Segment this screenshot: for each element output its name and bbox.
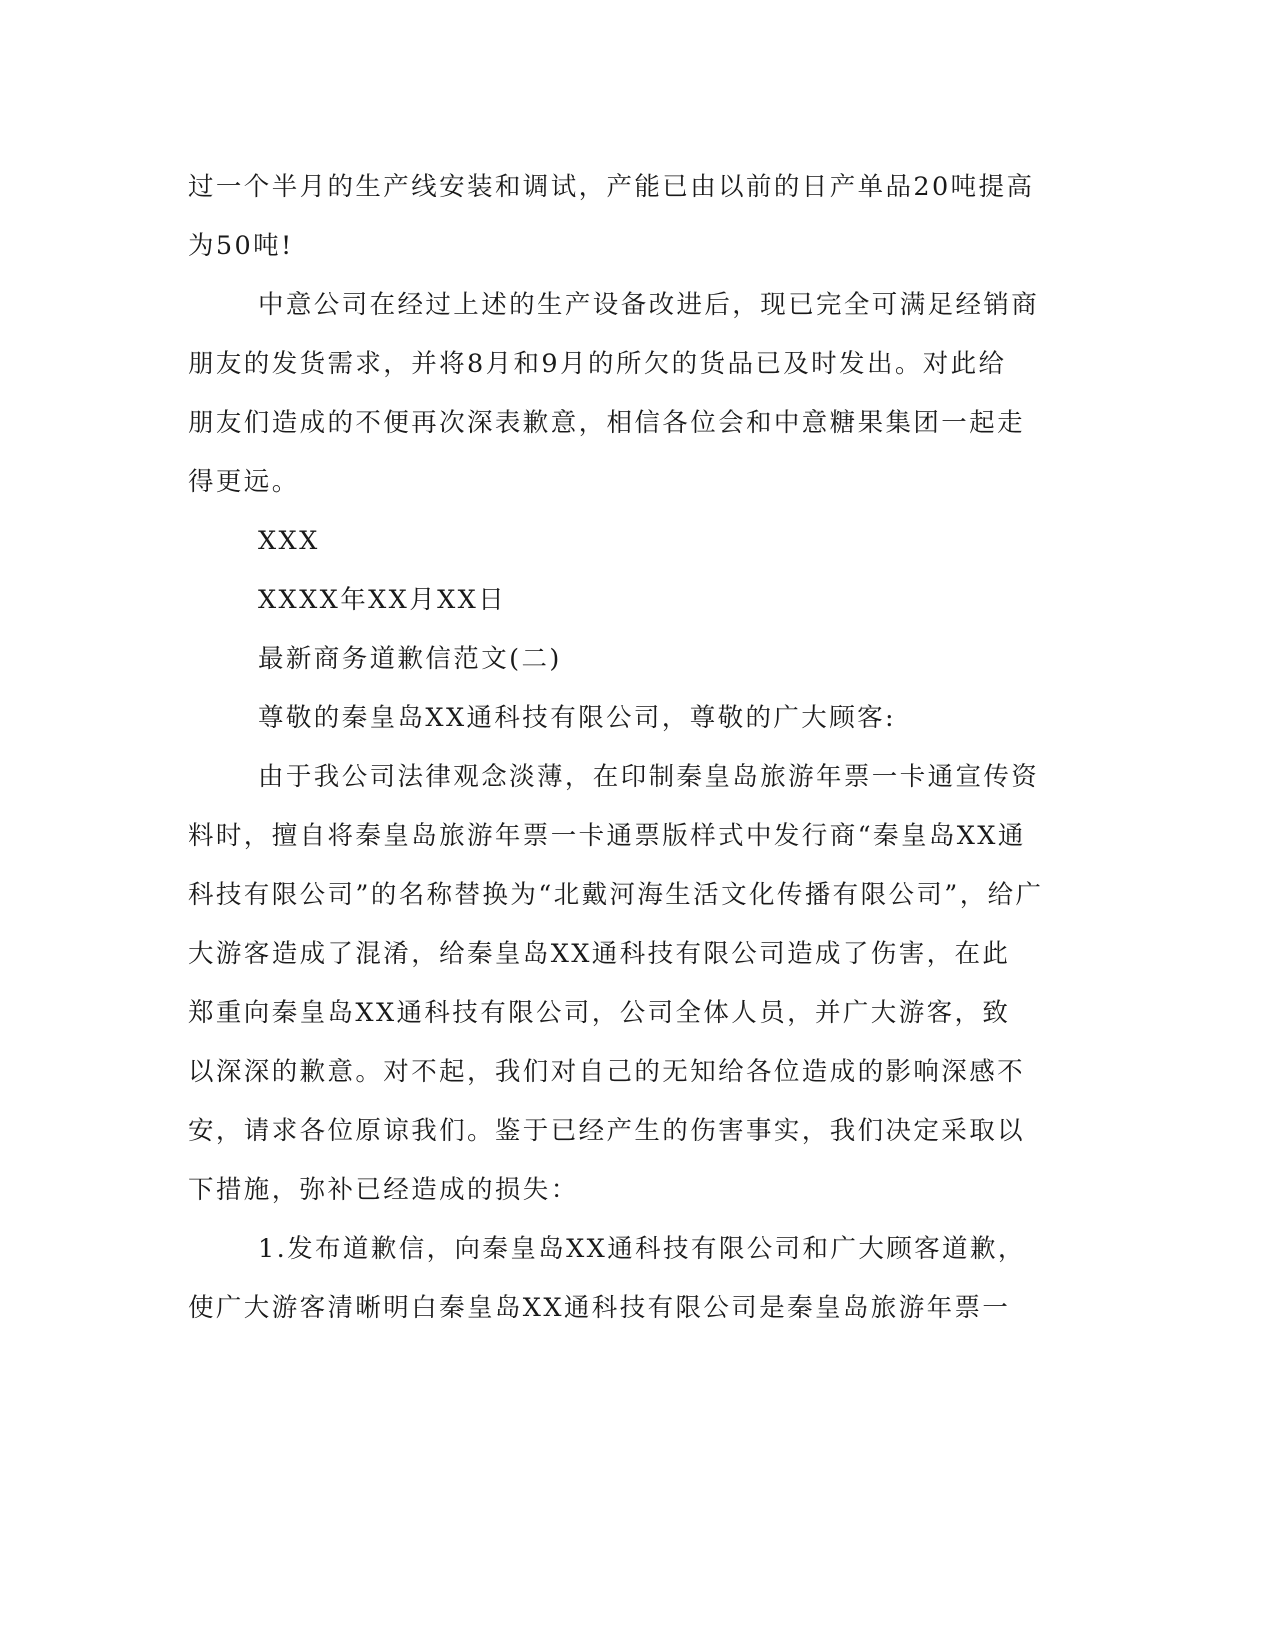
text-line: 科技有限公司”的名称替换为“北戴河海生活文化传播有限公司”，给广 bbox=[188, 880, 1044, 910]
text-line: 郑重向秦皇岛XX通科技有限公司，公司全体人员，并广大游客，致 bbox=[188, 998, 1011, 1028]
text-line: 中意公司在经过上述的生产设备改进后，现已完全可满足经销商 bbox=[258, 290, 1040, 320]
text-line: 以深深的歉意。对不起，我们对自己的无知给各位造成的影响深感不 bbox=[188, 1057, 1026, 1087]
letter-body bbox=[188, 158, 1068, 1338]
text-line: 得更远。 bbox=[188, 467, 300, 497]
text-line: 料时，擅自将秦皇岛旅游年票一卡通票版样式中发行商“秦皇岛XX通 bbox=[188, 821, 1026, 851]
text-line: 使广大游客清晰明白秦皇岛XX通科技有限公司是秦皇岛旅游年票一 bbox=[188, 1293, 1011, 1323]
text-line: 为50吨! bbox=[188, 231, 294, 261]
signature-name: XXX bbox=[258, 526, 320, 556]
text-line: 过一个半月的生产线安装和调试，产能已由以前的日产单品20吨提高 bbox=[188, 172, 1035, 202]
text-line: 安，请求各位原谅我们。鉴于已经产生的伤害事实，我们决定采取以 bbox=[188, 1116, 1026, 1146]
list-item: 1.发布道歉信，向秦皇岛XX通科技有限公司和广大顾客道歉， bbox=[258, 1234, 1026, 1264]
text-line: 朋友的发货需求，并将8月和9月的所欠的货品已及时发出。对此给 bbox=[188, 349, 1007, 379]
section-title: 最新商务道歉信范文(二) bbox=[258, 644, 562, 674]
text-line: 由于我公司法律观念淡薄，在印制秦皇岛旅游年票一卡通宣传资 bbox=[258, 762, 1040, 792]
salutation: 尊敬的秦皇岛XX通科技有限公司，尊敬的广大顾客: bbox=[258, 703, 897, 733]
signature-date: XXXX年XX月XX日 bbox=[258, 585, 507, 615]
text-line: 朋友们造成的不便再次深表歉意，相信各位会和中意糖果集团一起走 bbox=[188, 408, 1026, 438]
text-line: 下措施，弥补已经造成的损失： bbox=[188, 1175, 579, 1205]
text-line: 大游客造成了混淆，给秦皇岛XX通科技有限公司造成了伤害，在此 bbox=[188, 939, 1011, 969]
